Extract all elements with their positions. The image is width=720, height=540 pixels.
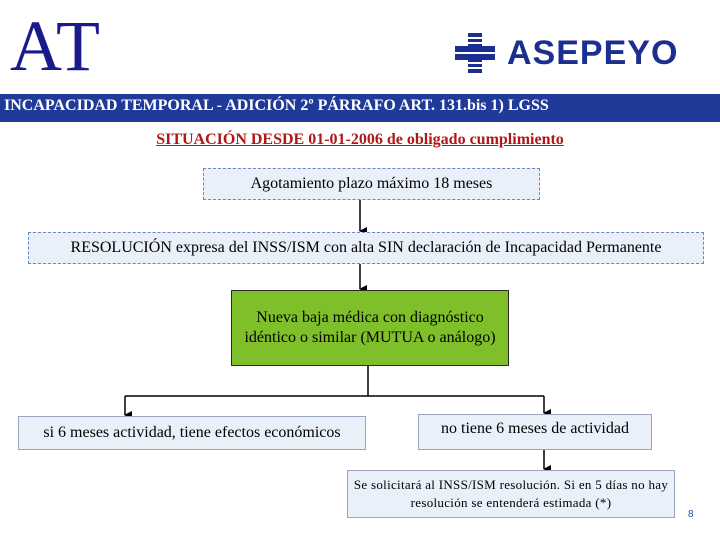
page-number: 8 xyxy=(688,509,694,520)
step-nueva-baja: Nueva baja médica con diagnóstico idéntico o similar (MUTUA o análogo) xyxy=(231,290,509,366)
branch-con-actividad: si 6 meses actividad, tiene efectos económicos xyxy=(18,416,366,450)
step-resolucion: RESOLUCIÓN expresa del INSS/ISM con alta SIN declaración de Incapacidad Permanente xyxy=(28,232,704,264)
page-subtitle: SITUACIÓN DESDE 01-01-2006 de obligado cumplimiento xyxy=(156,131,564,148)
result-resolucion-estimada: Se solicitará al INSS/ISM resolución. Si en 5 días no hay resolución se entenderá estimada (*) xyxy=(347,470,675,518)
step-plazo-maximo: Agotamiento plazo máximo 18 meses xyxy=(203,168,540,200)
brand-name: ASEPEYO xyxy=(507,33,679,72)
page-title: INCAPACIDAD TEMPORAL - ADICIÓN 2º PÁRRAFO ART. 131.bis 1) LGSS xyxy=(4,97,549,114)
branch-sin-actividad: no tiene 6 meses de actividad xyxy=(418,414,652,450)
logo-at: AT xyxy=(10,6,102,86)
